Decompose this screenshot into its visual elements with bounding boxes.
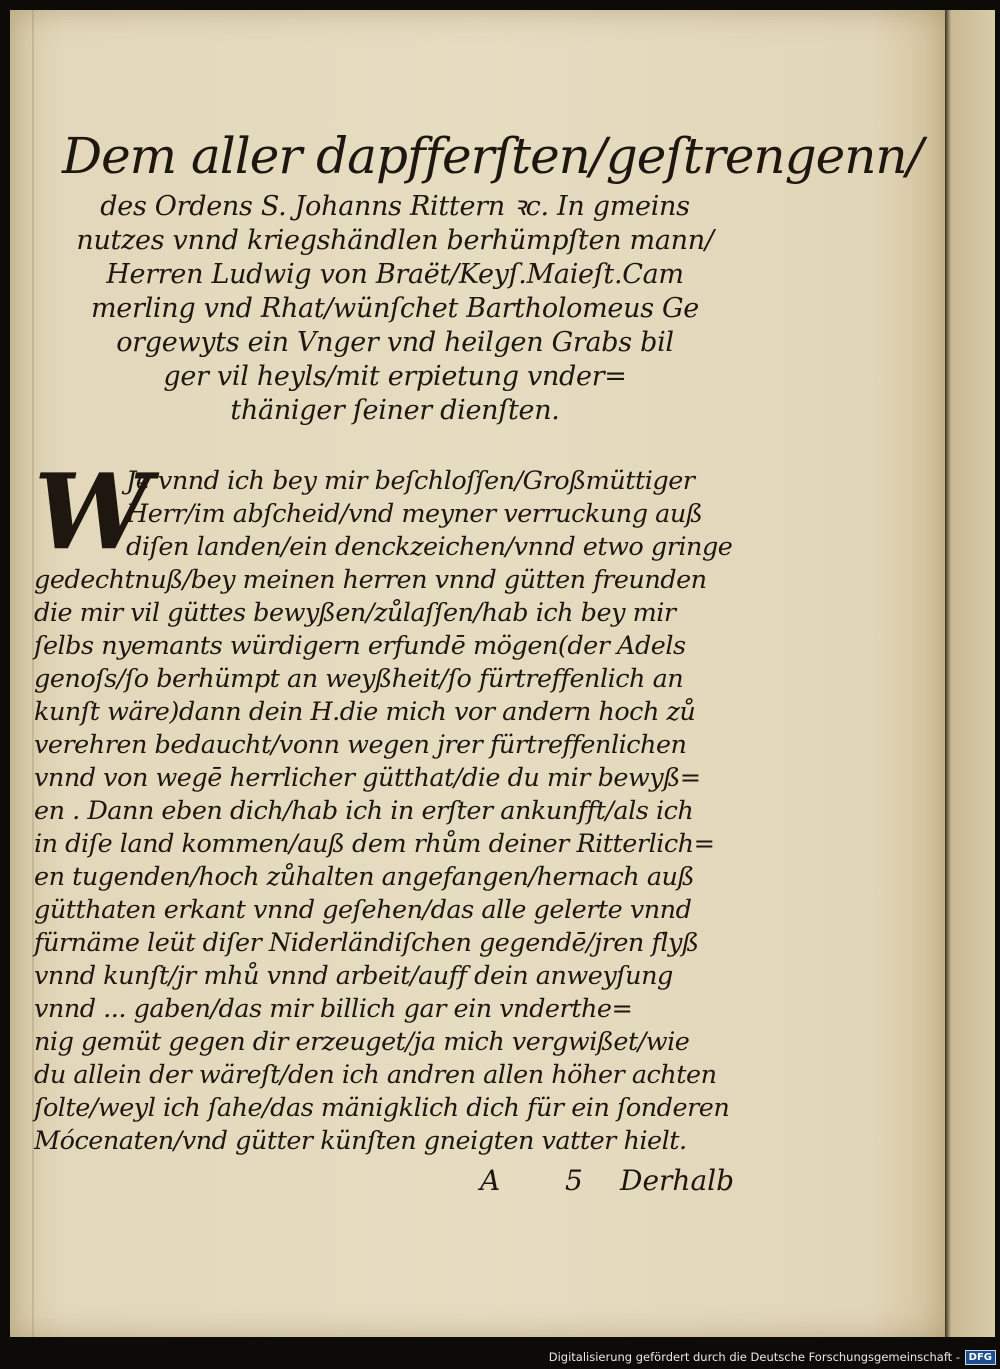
body-line: Mócenaten/vnd gütter künſten gneigten vatter hielt.	[34, 1126, 687, 1156]
leaf-number: 5	[565, 1164, 583, 1197]
heading-line: ger vil heyls/mit erpietung vnder=	[163, 361, 627, 392]
body-line: die mir vil güttes bewyßen/zůlaſſen/hab ich bey mir	[34, 598, 676, 628]
dedication-heading	[60, 190, 730, 428]
body-line: ſelbs nyemants würdigern erfundē mögen(der Adels	[34, 631, 686, 661]
funding-credit: Digitalisierung gefördert durch die Deutsche Forschungsgemeinschaft -	[548, 1350, 960, 1364]
body-line: en . Dann eben dich/hab ich in erſter ankunfft/als ich	[34, 796, 694, 826]
heading-line: merling vnd Rhat/wünſchet Bartholomeus Ge	[91, 293, 699, 324]
body-line: genoſs/ſo berhümpt an weyßheit/ſo fürtreffenlich an	[34, 664, 684, 694]
heading-line: nutzes vnnd kriegshändlen berhümpſten mann/	[76, 225, 714, 256]
body-line: gedechtnuß/bey meinen herren vnnd gütten freunden	[34, 565, 707, 595]
heading-line: thäniger ſeiner dienſten.	[230, 395, 560, 426]
drop-cap-initial: W	[34, 450, 151, 573]
body-line: vnnd kunſt/jr mhů vnnd arbeit/auff dein anweyſung	[34, 961, 673, 991]
catchword: Derhalb	[620, 1164, 735, 1197]
page-title: Dem aller dapfferſten/geſtrengenn/	[62, 127, 923, 185]
body-line: vnnd von wegē herrlicher gütthat/die du mir bewyß=	[34, 763, 701, 793]
body-line: fürnäme leüt diſer Niderländiſchen gegendē/jren flyß	[34, 928, 699, 958]
body-line: en tugenden/hoch zůhalten angefangen/hernach auß	[34, 862, 694, 892]
dfg-logo-icon: DFG	[965, 1350, 996, 1365]
heading-line: Herren Ludwig von Braët/Keyſ.Maieſt.Cam	[106, 259, 684, 290]
body-line: Herr/im abſcheid/vnd meyner verruckung auß	[126, 499, 703, 529]
body-line: nig gemüt gegen dir erzeuget/ja mich vergwißet/wie	[34, 1027, 690, 1057]
body-text	[34, 465, 734, 1158]
body-line: ſolte/weyl ich ſahe/das mänigklich dich für ein ſonderen	[34, 1093, 730, 1123]
heading-line: des Ordens S. Johanns Rittern ꝛc. In gmeins	[100, 191, 690, 222]
body-line: vnnd ... gaben/das mir billich gar ein vnderthe=	[34, 994, 633, 1024]
body-line: verehren bedaucht/vonn wegen jrer fürtreffenlichen	[34, 730, 687, 760]
body-line: gütthaten erkant vnnd geſehen/das alle gelerte vnnd	[34, 895, 692, 925]
body-line: du allein der wäreſt/den ich andren allen höher achten	[34, 1060, 717, 1090]
heading-line: orgewyts ein Vnger vnd heilgen Grabs bil	[116, 327, 674, 358]
body-line: Je vnnd ich bey mir beſchloſſen/Großmüttiger	[126, 466, 695, 496]
adjacent-page-edge	[945, 10, 995, 1337]
body-line: in diſe land kommen/auß dem rhům deiner Ritterlich=	[34, 829, 715, 859]
body-line: diſen landen/ein denckzeichen/vnnd etwo gringe	[126, 532, 733, 562]
signature-mark: A	[480, 1164, 501, 1197]
body-line: kunſt wäre)dann dein H.die mich vor andern hoch zů	[34, 697, 696, 727]
credit-bar	[0, 1348, 1000, 1369]
